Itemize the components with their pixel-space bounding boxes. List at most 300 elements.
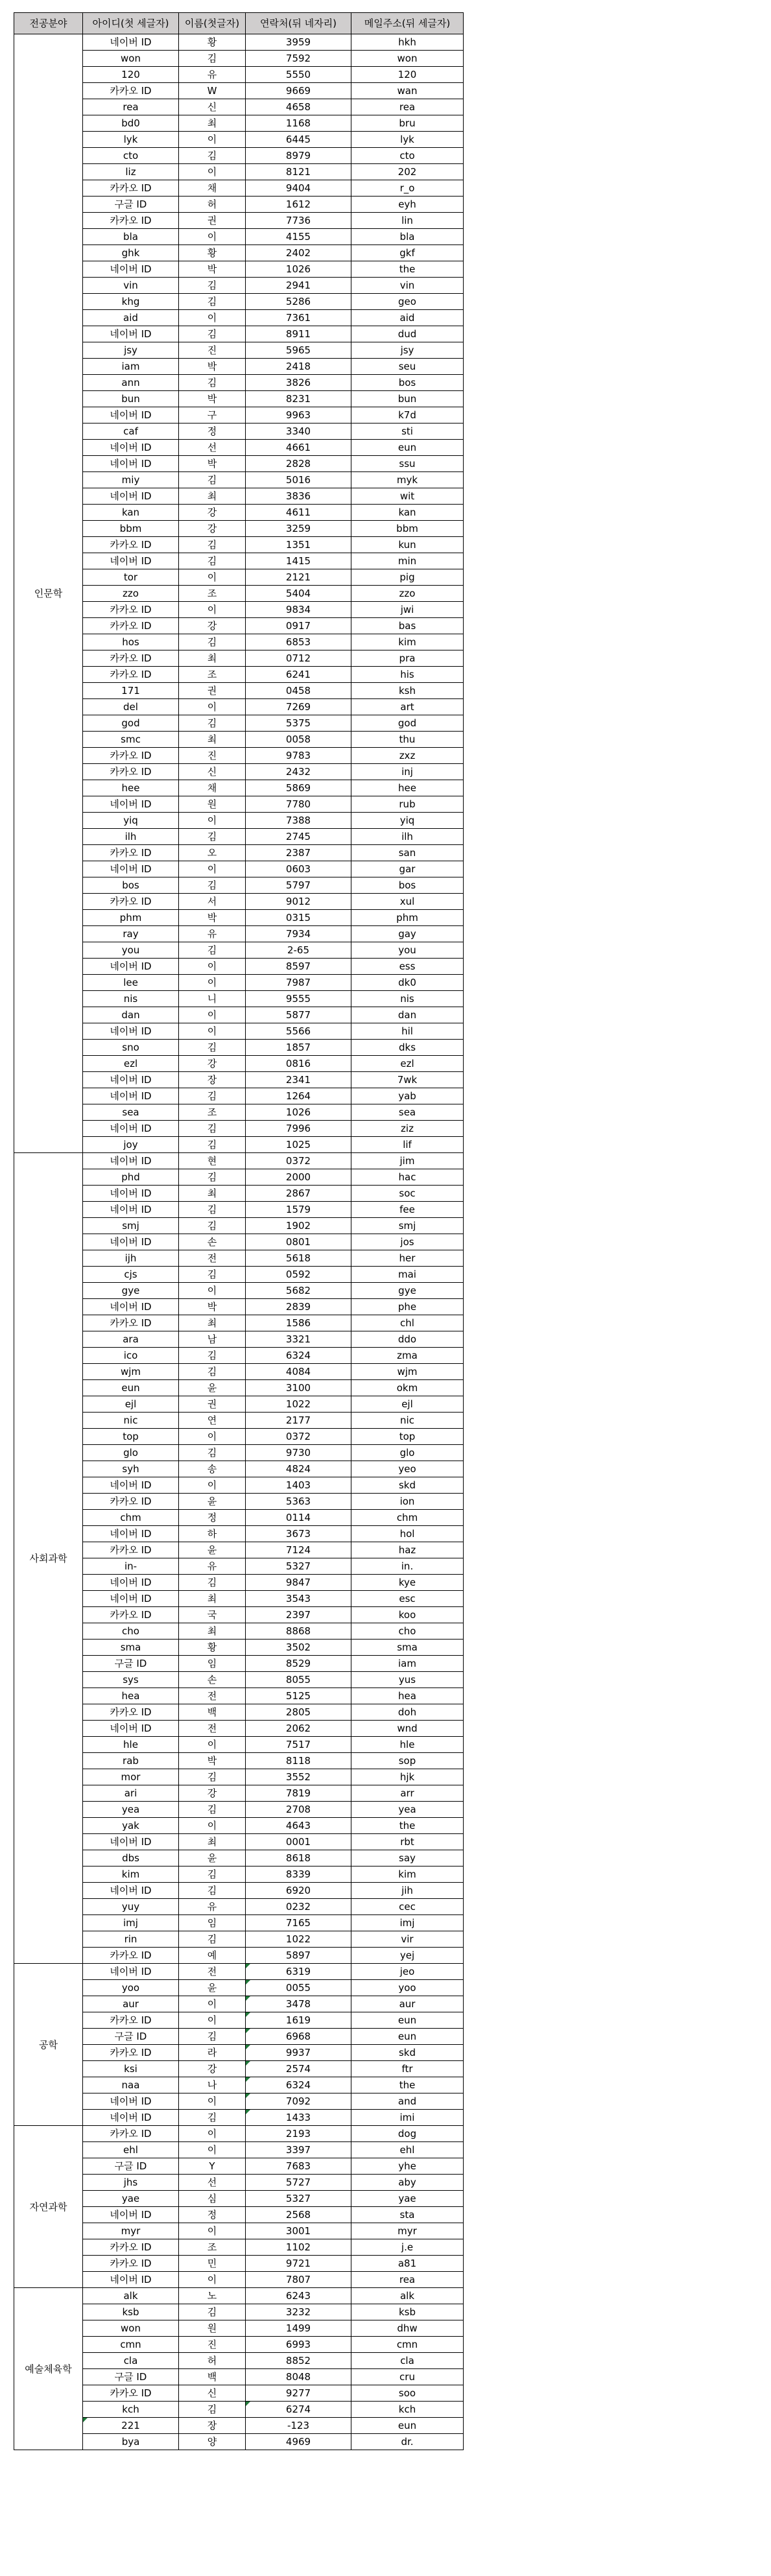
- name-cell[interactable]: 장: [179, 1072, 246, 1088]
- email-cell[interactable]: seu: [351, 359, 464, 375]
- email-cell[interactable]: r_o: [351, 180, 464, 197]
- phone-cell[interactable]: 7269: [246, 699, 351, 715]
- name-cell[interactable]: Y: [179, 2158, 246, 2175]
- id-cell[interactable]: lee: [83, 975, 179, 991]
- phone-cell[interactable]: 3232: [246, 2304, 351, 2320]
- id-cell[interactable]: hle: [83, 1737, 179, 1753]
- name-cell[interactable]: 이: [179, 310, 246, 326]
- email-cell[interactable]: alk: [351, 2288, 464, 2304]
- email-cell[interactable]: j.e: [351, 2239, 464, 2256]
- id-cell[interactable]: aur: [83, 1996, 179, 2012]
- email-cell[interactable]: zma: [351, 1348, 464, 1364]
- phone-cell[interactable]: 8597: [246, 959, 351, 975]
- email-cell[interactable]: rub: [351, 796, 464, 813]
- name-cell[interactable]: 진: [179, 342, 246, 359]
- email-cell[interactable]: his: [351, 667, 464, 683]
- phone-cell[interactable]: 2708: [246, 1802, 351, 1818]
- id-cell[interactable]: vin: [83, 278, 179, 294]
- name-cell[interactable]: 강: [179, 618, 246, 634]
- email-cell[interactable]: yea: [351, 1802, 464, 1818]
- phone-cell[interactable]: 9721: [246, 2256, 351, 2272]
- id-cell[interactable]: rin: [83, 1931, 179, 1948]
- phone-cell[interactable]: 7934: [246, 926, 351, 942]
- phone-cell[interactable]: 7780: [246, 796, 351, 813]
- name-cell[interactable]: 이: [179, 1023, 246, 1040]
- email-cell[interactable]: hol: [351, 1526, 464, 1542]
- email-cell[interactable]: ssu: [351, 456, 464, 472]
- email-cell[interactable]: top: [351, 1429, 464, 1445]
- email-cell[interactable]: yhe: [351, 2158, 464, 2175]
- phone-cell[interactable]: 2341: [246, 1072, 351, 1088]
- name-cell[interactable]: 최: [179, 1623, 246, 1640]
- name-cell[interactable]: 조: [179, 2239, 246, 2256]
- field-cell[interactable]: 인문학: [14, 34, 83, 1153]
- email-cell[interactable]: sta: [351, 2207, 464, 2223]
- id-cell[interactable]: ari: [83, 1785, 179, 1802]
- email-cell[interactable]: koo: [351, 1607, 464, 1623]
- email-cell[interactable]: sma: [351, 1640, 464, 1656]
- phone-cell[interactable]: 3259: [246, 521, 351, 537]
- name-cell[interactable]: 남: [179, 1331, 246, 1348]
- phone-cell[interactable]: 8911: [246, 326, 351, 342]
- phone-cell[interactable]: 1168: [246, 115, 351, 132]
- phone-cell[interactable]: 4661: [246, 440, 351, 456]
- email-cell[interactable]: arr: [351, 1785, 464, 1802]
- name-cell[interactable]: 권: [179, 213, 246, 229]
- field-cell[interactable]: 공학: [14, 1964, 83, 2126]
- id-cell[interactable]: wjm: [83, 1364, 179, 1380]
- id-cell[interactable]: 네이버 ID: [83, 440, 179, 456]
- id-cell[interactable]: miy: [83, 472, 179, 488]
- name-cell[interactable]: 최: [179, 1834, 246, 1850]
- id-cell[interactable]: 네이버 ID: [83, 1591, 179, 1607]
- phone-cell[interactable]: 7987: [246, 975, 351, 991]
- name-cell[interactable]: 신: [179, 2385, 246, 2402]
- name-cell[interactable]: 이: [179, 1429, 246, 1445]
- header-email[interactable]: 메일주소(뒤 세글자): [351, 13, 464, 34]
- id-cell[interactable]: phd: [83, 1169, 179, 1186]
- email-cell[interactable]: skd: [351, 2045, 464, 2061]
- name-cell[interactable]: 김: [179, 2402, 246, 2418]
- phone-cell[interactable]: 3502: [246, 1640, 351, 1656]
- id-cell[interactable]: 구글 ID: [83, 2029, 179, 2045]
- id-cell[interactable]: jhs: [83, 2175, 179, 2191]
- email-cell[interactable]: haz: [351, 1542, 464, 1558]
- id-cell[interactable]: tor: [83, 569, 179, 586]
- phone-cell[interactable]: 5550: [246, 67, 351, 83]
- id-cell[interactable]: iam: [83, 359, 179, 375]
- id-cell[interactable]: ghk: [83, 245, 179, 261]
- email-cell[interactable]: dk0: [351, 975, 464, 991]
- name-cell[interactable]: 유: [179, 1899, 246, 1915]
- name-cell[interactable]: 윤: [179, 1542, 246, 1558]
- name-cell[interactable]: 이: [179, 1477, 246, 1494]
- id-cell[interactable]: won: [83, 2320, 179, 2337]
- name-cell[interactable]: 임: [179, 1656, 246, 1672]
- phone-cell[interactable]: 7736: [246, 213, 351, 229]
- email-cell[interactable]: dr.: [351, 2434, 464, 2450]
- name-cell[interactable]: 이: [179, 1283, 246, 1299]
- email-cell[interactable]: iam: [351, 1656, 464, 1672]
- phone-cell[interactable]: 0801: [246, 1234, 351, 1250]
- email-cell[interactable]: and: [351, 2093, 464, 2110]
- id-cell[interactable]: kan: [83, 505, 179, 521]
- email-cell[interactable]: inj: [351, 764, 464, 780]
- header-name[interactable]: 이름(첫글자): [179, 13, 246, 34]
- email-cell[interactable]: imj: [351, 1915, 464, 1931]
- phone-cell[interactable]: 3100: [246, 1380, 351, 1396]
- name-cell[interactable]: 김: [179, 537, 246, 553]
- name-cell[interactable]: 이: [179, 813, 246, 829]
- phone-cell[interactable]: 6853: [246, 634, 351, 650]
- phone-cell[interactable]: 0603: [246, 861, 351, 877]
- email-cell[interactable]: eun: [351, 2012, 464, 2029]
- phone-cell[interactable]: 5797: [246, 877, 351, 894]
- name-cell[interactable]: 박: [179, 1753, 246, 1769]
- id-cell[interactable]: you: [83, 942, 179, 959]
- name-cell[interactable]: 김: [179, 877, 246, 894]
- id-cell[interactable]: 카카오 ID: [83, 2256, 179, 2272]
- id-cell[interactable]: 카카오 ID: [83, 2045, 179, 2061]
- name-cell[interactable]: 김: [179, 715, 246, 732]
- phone-cell[interactable]: 1351: [246, 537, 351, 553]
- name-cell[interactable]: 최: [179, 115, 246, 132]
- id-cell[interactable]: kch: [83, 2402, 179, 2418]
- name-cell[interactable]: 김: [179, 1364, 246, 1380]
- id-cell[interactable]: hea: [83, 1688, 179, 1704]
- email-cell[interactable]: dan: [351, 1007, 464, 1023]
- email-cell[interactable]: ion: [351, 1494, 464, 1510]
- email-cell[interactable]: ksb: [351, 2304, 464, 2320]
- email-cell[interactable]: bas: [351, 618, 464, 634]
- email-cell[interactable]: imi: [351, 2110, 464, 2126]
- phone-cell[interactable]: 5125: [246, 1688, 351, 1704]
- name-cell[interactable]: 노: [179, 2288, 246, 2304]
- id-cell[interactable]: 네이버 ID: [83, 2207, 179, 2223]
- id-cell[interactable]: chm: [83, 1510, 179, 1526]
- email-cell[interactable]: hil: [351, 1023, 464, 1040]
- id-cell[interactable]: 카카오 ID: [83, 1607, 179, 1623]
- id-cell[interactable]: dbs: [83, 1850, 179, 1866]
- name-cell[interactable]: 이: [179, 164, 246, 180]
- name-cell[interactable]: 김: [179, 2304, 246, 2320]
- email-cell[interactable]: 202: [351, 164, 464, 180]
- name-cell[interactable]: 김: [179, 1769, 246, 1785]
- phone-cell[interactable]: 2839: [246, 1299, 351, 1315]
- phone-cell[interactable]: 3673: [246, 1526, 351, 1542]
- id-cell[interactable]: 구글 ID: [83, 1656, 179, 1672]
- id-cell[interactable]: 카카오 ID: [83, 2012, 179, 2029]
- phone-cell[interactable]: 7124: [246, 1542, 351, 1558]
- id-cell[interactable]: sea: [83, 1104, 179, 1121]
- phone-cell[interactable]: 3340: [246, 423, 351, 440]
- email-cell[interactable]: in.: [351, 1558, 464, 1575]
- email-cell[interactable]: zxz: [351, 748, 464, 764]
- id-cell[interactable]: yoo: [83, 1980, 179, 1996]
- name-cell[interactable]: 양: [179, 2434, 246, 2450]
- name-cell[interactable]: 김: [179, 294, 246, 310]
- email-cell[interactable]: sea: [351, 1104, 464, 1121]
- id-cell[interactable]: 카카오 ID: [83, 213, 179, 229]
- email-cell[interactable]: yus: [351, 1672, 464, 1688]
- id-cell[interactable]: gye: [83, 1283, 179, 1299]
- id-cell[interactable]: 네이버 ID: [83, 861, 179, 877]
- email-cell[interactable]: gar: [351, 861, 464, 877]
- email-cell[interactable]: kan: [351, 505, 464, 521]
- id-cell[interactable]: in-: [83, 1558, 179, 1575]
- email-cell[interactable]: esc: [351, 1591, 464, 1607]
- email-cell[interactable]: hkh: [351, 34, 464, 51]
- field-cell[interactable]: 예술체육학: [14, 2288, 83, 2450]
- phone-cell[interactable]: 8121: [246, 164, 351, 180]
- id-cell[interactable]: 네이버 ID: [83, 1202, 179, 1218]
- phone-cell[interactable]: 6241: [246, 667, 351, 683]
- phone-cell[interactable]: 5618: [246, 1250, 351, 1267]
- phone-cell[interactable]: 9277: [246, 2385, 351, 2402]
- id-cell[interactable]: smc: [83, 732, 179, 748]
- name-cell[interactable]: 이: [179, 2142, 246, 2158]
- name-cell[interactable]: 조: [179, 1104, 246, 1121]
- id-cell[interactable]: 카카오 ID: [83, 2385, 179, 2402]
- name-cell[interactable]: 유: [179, 1558, 246, 1575]
- phone-cell[interactable]: 6324: [246, 1348, 351, 1364]
- phone-cell[interactable]: 0372: [246, 1153, 351, 1169]
- phone-cell[interactable]: 6968: [246, 2029, 351, 2045]
- name-cell[interactable]: 전: [179, 1964, 246, 1980]
- id-cell[interactable]: lyk: [83, 132, 179, 148]
- email-cell[interactable]: k7d: [351, 407, 464, 423]
- id-cell[interactable]: 네이버 ID: [83, 796, 179, 813]
- id-cell[interactable]: joy: [83, 1137, 179, 1153]
- name-cell[interactable]: 이: [179, 1996, 246, 2012]
- phone-cell[interactable]: 0058: [246, 732, 351, 748]
- name-cell[interactable]: 니: [179, 991, 246, 1007]
- email-cell[interactable]: her: [351, 1250, 464, 1267]
- name-cell[interactable]: 황: [179, 245, 246, 261]
- id-cell[interactable]: hee: [83, 780, 179, 796]
- phone-cell[interactable]: 2121: [246, 569, 351, 586]
- phone-cell[interactable]: 3552: [246, 1769, 351, 1785]
- header-id[interactable]: 아이디(첫 세글자): [83, 13, 179, 34]
- phone-cell[interactable]: 4084: [246, 1364, 351, 1380]
- name-cell[interactable]: 김: [179, 1931, 246, 1948]
- email-cell[interactable]: ftr: [351, 2061, 464, 2077]
- phone-cell[interactable]: 2574: [246, 2061, 351, 2077]
- email-cell[interactable]: you: [351, 942, 464, 959]
- phone-cell[interactable]: 8979: [246, 148, 351, 164]
- phone-cell[interactable]: 1022: [246, 1396, 351, 1413]
- id-cell[interactable]: ejl: [83, 1396, 179, 1413]
- name-cell[interactable]: 이: [179, 861, 246, 877]
- name-cell[interactable]: 최: [179, 1591, 246, 1607]
- name-cell[interactable]: 김: [179, 1202, 246, 1218]
- email-cell[interactable]: ddo: [351, 1331, 464, 1348]
- phone-cell[interactable]: 2941: [246, 278, 351, 294]
- name-cell[interactable]: 윤: [179, 1380, 246, 1396]
- email-cell[interactable]: phe: [351, 1299, 464, 1315]
- phone-cell[interactable]: 3397: [246, 2142, 351, 2158]
- email-cell[interactable]: lif: [351, 1137, 464, 1153]
- name-cell[interactable]: 김: [179, 1218, 246, 1234]
- name-cell[interactable]: 최: [179, 732, 246, 748]
- id-cell[interactable]: 네이버 ID: [83, 1834, 179, 1850]
- id-cell[interactable]: 네이버 ID: [83, 1477, 179, 1494]
- id-cell[interactable]: ezl: [83, 1056, 179, 1072]
- name-cell[interactable]: 김: [179, 278, 246, 294]
- email-cell[interactable]: ilh: [351, 829, 464, 845]
- email-cell[interactable]: yeo: [351, 1461, 464, 1477]
- name-cell[interactable]: 손: [179, 1672, 246, 1688]
- id-cell[interactable]: glo: [83, 1445, 179, 1461]
- name-cell[interactable]: 김: [179, 634, 246, 650]
- phone-cell[interactable]: 8529: [246, 1656, 351, 1672]
- id-cell[interactable]: cmn: [83, 2337, 179, 2353]
- id-cell[interactable]: 네이버 ID: [83, 1299, 179, 1315]
- id-cell[interactable]: aid: [83, 310, 179, 326]
- name-cell[interactable]: 권: [179, 1396, 246, 1413]
- phone-cell[interactable]: 2-65: [246, 942, 351, 959]
- id-cell[interactable]: cla: [83, 2353, 179, 2369]
- phone-cell[interactable]: 9555: [246, 991, 351, 1007]
- phone-cell[interactable]: 7165: [246, 1915, 351, 1931]
- id-cell[interactable]: nis: [83, 991, 179, 1007]
- id-cell[interactable]: yea: [83, 1802, 179, 1818]
- name-cell[interactable]: 이: [179, 2223, 246, 2239]
- name-cell[interactable]: 이: [179, 975, 246, 991]
- phone-cell[interactable]: 3959: [246, 34, 351, 51]
- name-cell[interactable]: 김: [179, 1088, 246, 1104]
- email-cell[interactable]: hle: [351, 1737, 464, 1753]
- phone-cell[interactable]: 8852: [246, 2353, 351, 2369]
- id-cell[interactable]: 카카오 ID: [83, 764, 179, 780]
- id-cell[interactable]: hos: [83, 634, 179, 650]
- name-cell[interactable]: 이: [179, 959, 246, 975]
- email-cell[interactable]: wjm: [351, 1364, 464, 1380]
- email-cell[interactable]: rbt: [351, 1834, 464, 1850]
- phone-cell[interactable]: 2745: [246, 829, 351, 845]
- id-cell[interactable]: smj: [83, 1218, 179, 1234]
- email-cell[interactable]: mai: [351, 1267, 464, 1283]
- name-cell[interactable]: 정: [179, 423, 246, 440]
- email-cell[interactable]: rea: [351, 99, 464, 115]
- email-cell[interactable]: eun: [351, 2029, 464, 2045]
- name-cell[interactable]: 김: [179, 1866, 246, 1883]
- email-cell[interactable]: eun: [351, 2418, 464, 2434]
- email-cell[interactable]: wnd: [351, 1721, 464, 1737]
- phone-cell[interactable]: 8118: [246, 1753, 351, 1769]
- name-cell[interactable]: 김: [179, 326, 246, 342]
- email-cell[interactable]: dud: [351, 326, 464, 342]
- email-cell[interactable]: xul: [351, 894, 464, 910]
- email-cell[interactable]: phm: [351, 910, 464, 926]
- name-cell[interactable]: 이: [179, 2272, 246, 2288]
- name-cell[interactable]: 최: [179, 1186, 246, 1202]
- name-cell[interactable]: 원: [179, 2320, 246, 2337]
- phone-cell[interactable]: 9730: [246, 1445, 351, 1461]
- phone-cell[interactable]: 3321: [246, 1331, 351, 1348]
- id-cell[interactable]: 221: [83, 2418, 179, 2434]
- id-cell[interactable]: yiq: [83, 813, 179, 829]
- phone-cell[interactable]: 4611: [246, 505, 351, 521]
- email-cell[interactable]: thu: [351, 732, 464, 748]
- header-phone[interactable]: 연락처(뒤 네자리): [246, 13, 351, 34]
- id-cell[interactable]: cjs: [83, 1267, 179, 1283]
- name-cell[interactable]: 정: [179, 1510, 246, 1526]
- name-cell[interactable]: 김: [179, 1040, 246, 1056]
- id-cell[interactable]: ray: [83, 926, 179, 942]
- name-cell[interactable]: 국: [179, 1607, 246, 1623]
- id-cell[interactable]: ksb: [83, 2304, 179, 2320]
- phone-cell[interactable]: 2397: [246, 1607, 351, 1623]
- name-cell[interactable]: 예: [179, 1948, 246, 1964]
- name-cell[interactable]: 박: [179, 910, 246, 926]
- phone-cell[interactable]: 5404: [246, 586, 351, 602]
- name-cell[interactable]: 이: [179, 2126, 246, 2142]
- name-cell[interactable]: 정: [179, 2207, 246, 2223]
- id-cell[interactable]: 네이버 ID: [83, 488, 179, 505]
- email-cell[interactable]: ejl: [351, 1396, 464, 1413]
- email-cell[interactable]: art: [351, 699, 464, 715]
- phone-cell[interactable]: 5286: [246, 294, 351, 310]
- name-cell[interactable]: 백: [179, 1704, 246, 1721]
- name-cell[interactable]: 김: [179, 829, 246, 845]
- id-cell[interactable]: won: [83, 51, 179, 67]
- phone-cell[interactable]: 0917: [246, 618, 351, 634]
- name-cell[interactable]: 김: [179, 1137, 246, 1153]
- email-cell[interactable]: ezl: [351, 1056, 464, 1072]
- header-field[interactable]: 전공분야: [14, 13, 83, 34]
- phone-cell[interactable]: 5965: [246, 342, 351, 359]
- phone-cell[interactable]: 9937: [246, 2045, 351, 2061]
- name-cell[interactable]: 서: [179, 894, 246, 910]
- email-cell[interactable]: hjk: [351, 1769, 464, 1785]
- email-cell[interactable]: nis: [351, 991, 464, 1007]
- phone-cell[interactable]: 0712: [246, 650, 351, 667]
- email-cell[interactable]: ehl: [351, 2142, 464, 2158]
- id-cell[interactable]: 카카오 ID: [83, 180, 179, 197]
- id-cell[interactable]: 구글 ID: [83, 2369, 179, 2385]
- id-cell[interactable]: 네이버 ID: [83, 959, 179, 975]
- name-cell[interactable]: 박: [179, 1299, 246, 1315]
- email-cell[interactable]: cmn: [351, 2337, 464, 2353]
- email-cell[interactable]: wan: [351, 83, 464, 99]
- phone-cell[interactable]: 1025: [246, 1137, 351, 1153]
- id-cell[interactable]: 네이버 ID: [83, 1234, 179, 1250]
- name-cell[interactable]: 현: [179, 1153, 246, 1169]
- name-cell[interactable]: 송: [179, 1461, 246, 1477]
- id-cell[interactable]: 네이버 ID: [83, 1575, 179, 1591]
- name-cell[interactable]: 황: [179, 1640, 246, 1656]
- id-cell[interactable]: nic: [83, 1413, 179, 1429]
- name-cell[interactable]: 허: [179, 197, 246, 213]
- id-cell[interactable]: 네이버 ID: [83, 1721, 179, 1737]
- phone-cell[interactable]: 5877: [246, 1007, 351, 1023]
- email-cell[interactable]: kye: [351, 1575, 464, 1591]
- phone-cell[interactable]: 8618: [246, 1850, 351, 1866]
- phone-cell[interactable]: 2177: [246, 1413, 351, 1429]
- id-cell[interactable]: ijh: [83, 1250, 179, 1267]
- phone-cell[interactable]: 7517: [246, 1737, 351, 1753]
- phone-cell[interactable]: 5869: [246, 780, 351, 796]
- phone-cell[interactable]: 5327: [246, 2191, 351, 2207]
- email-cell[interactable]: vir: [351, 1931, 464, 1948]
- phone-cell[interactable]: 9963: [246, 407, 351, 423]
- email-cell[interactable]: the: [351, 261, 464, 278]
- phone-cell[interactable]: 0001: [246, 1834, 351, 1850]
- id-cell[interactable]: jsy: [83, 342, 179, 359]
- id-cell[interactable]: zzo: [83, 586, 179, 602]
- email-cell[interactable]: pig: [351, 569, 464, 586]
